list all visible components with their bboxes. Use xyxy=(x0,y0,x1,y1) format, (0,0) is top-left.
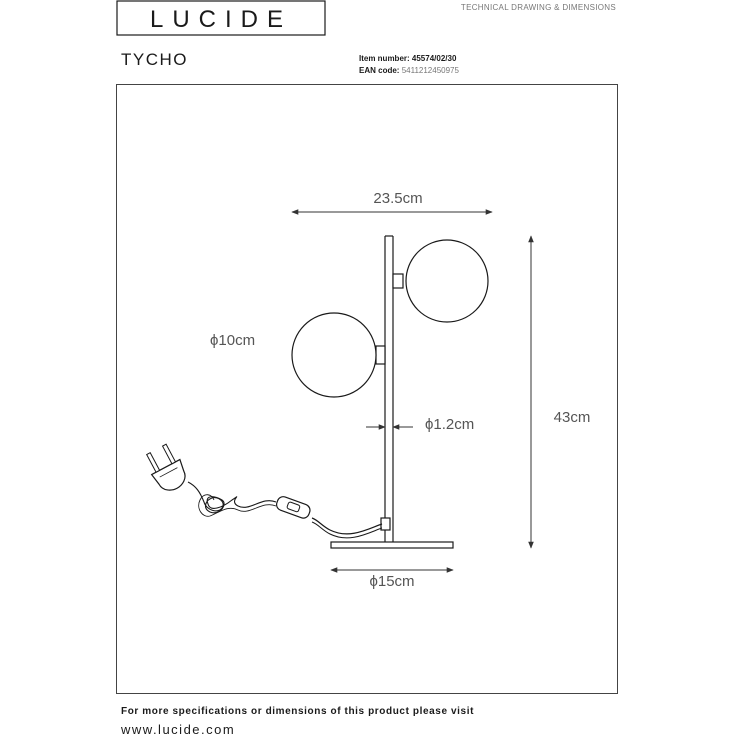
cable-entry xyxy=(381,518,390,530)
document-title: TECHNICAL DRAWING & DIMENSIONS xyxy=(460,3,616,12)
width-dimension xyxy=(292,190,492,212)
ean-label: EAN code: xyxy=(359,66,400,75)
stem-diameter-dimension xyxy=(366,416,474,433)
lamp-base xyxy=(331,518,453,548)
base-plate xyxy=(331,542,453,548)
upper-globe xyxy=(393,240,488,322)
lamp-stem xyxy=(385,236,393,542)
plug-body xyxy=(152,460,192,496)
lower-globe xyxy=(292,313,385,397)
plug-pin-right xyxy=(163,444,176,464)
inline-switch xyxy=(275,495,312,520)
lower-globe-shade xyxy=(292,313,376,397)
product-name: TYCHO xyxy=(121,50,188,69)
cable-to-switch xyxy=(312,518,382,534)
logo-wordmark: LUCIDE xyxy=(149,6,293,33)
ean-value: 5411212450975 xyxy=(401,66,459,75)
upper-globe-shade xyxy=(406,240,488,322)
globe-diameter-label: ϕ10cm xyxy=(210,332,256,349)
power-cord xyxy=(142,442,382,538)
height-dimension xyxy=(531,236,590,548)
base-diameter-dimension xyxy=(331,570,453,590)
plug-pin-left xyxy=(147,453,160,473)
footer-info: For more specifications or dimensions of this product please visit xyxy=(121,706,474,717)
item-number-value: 45574/02/30 xyxy=(411,54,457,63)
width-label: 23.5cm xyxy=(373,190,423,207)
item-number-label: Item number: xyxy=(359,54,410,63)
footer-url[interactable]: www.lucide.com xyxy=(121,722,236,737)
base-diameter-label: ϕ15cm xyxy=(369,573,415,590)
upper-globe-holder xyxy=(393,274,403,288)
height-label: 43cm xyxy=(553,409,591,426)
lower-globe-holder xyxy=(376,346,385,364)
plug xyxy=(142,442,191,496)
stem-diameter-label: ϕ1.2cm xyxy=(425,416,475,433)
